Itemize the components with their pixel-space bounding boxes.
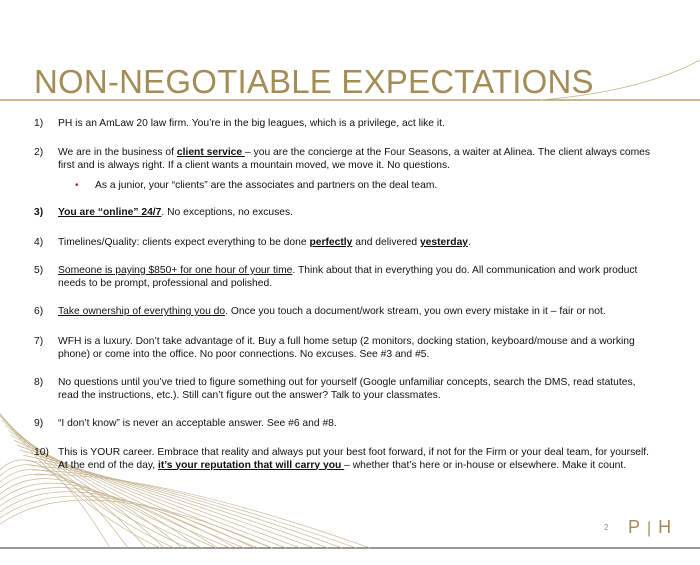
text-run: – whether that’s here or in-house or elsewhere. Make it count. (344, 459, 627, 471)
item-number: 5) (34, 265, 44, 276)
item-text (58, 207, 658, 220)
text-run: . Think about that in everything you do. All communication and work product needs to be prompt, professional and polished. (58, 265, 638, 289)
item-text (58, 447, 658, 472)
text-run: “I don’t know” is never an acceptable answer. See #6 and #8. (58, 418, 337, 429)
item-text (58, 265, 658, 290)
text-run: . Once you touch a document/work stream, you own every mistake in it – fair or not. (225, 306, 606, 317)
item-text (58, 147, 658, 172)
item-text (95, 180, 655, 193)
text-run: . (468, 237, 471, 248)
item-text (58, 336, 658, 361)
swoosh-line (35, 475, 370, 548)
item-number: 6) (34, 306, 44, 317)
text-run: No questions until you’ve tried to figure something out for yourself (Google unfamiliar concepts, search the DMS, read statutes, read the instructions, etc.). Still can’t figure out the answer? Talk to your classmates. (58, 377, 636, 401)
text-run: – you are the concierge at the Four Seasons, a waiter at Alinea. The client always comes first and is always right. If a client wants a mountain moved, we move it. No questions. (58, 147, 651, 171)
emphasis-text: client service (176, 147, 245, 158)
emphasis-text: perfectly (309, 237, 353, 248)
item-text (58, 237, 658, 250)
text-run: . No exceptions, no excuses. (161, 207, 294, 218)
swoosh-line (0, 460, 110, 548)
swoosh-line (0, 474, 164, 548)
item-text (58, 306, 658, 319)
underlined-text: Someone is paying $850+ for one hour of your time (58, 265, 293, 276)
swoosh-line (5, 425, 230, 548)
logo-separator: | (647, 520, 653, 537)
item-text (58, 118, 658, 131)
swoosh-line (0, 465, 128, 548)
swoosh-line (0, 500, 272, 548)
bullet-icon: • (75, 180, 79, 191)
swoosh-line (29, 465, 342, 548)
underlined-text: Take ownership of everything you do (58, 306, 226, 317)
text-run: and delivered (352, 237, 420, 248)
swoosh-line (0, 492, 236, 548)
item-number: 10) (34, 447, 49, 458)
swoosh-line (0, 479, 182, 548)
emphasis-text: yesterday (419, 237, 469, 248)
item-number: 7) (34, 336, 44, 347)
swoosh-line (0, 415, 202, 548)
text-run: WFH is a luxury. Don’t take advantage of it. Buy a full home setup (2 monitors, docking station, keyboard/mouse and a working phone) or come into the office. No poor connections. No excuses. See #3 and #5. (58, 336, 635, 360)
item-text (58, 377, 658, 402)
text-run: We are in the business of (58, 147, 177, 158)
swoosh-line (0, 469, 146, 548)
logo-letter-h: H (658, 517, 673, 537)
swoosh-line (32, 470, 356, 548)
swoosh-line (0, 496, 254, 548)
emphasis-text: it’s your reputation that will carry you (158, 459, 345, 471)
page-number: 2 (604, 523, 609, 532)
swoosh-line (26, 460, 328, 548)
item-number: 3) (34, 207, 44, 218)
item-number: 9) (34, 418, 44, 429)
text-run: Timelines/Quality: clients expect everything to be done (58, 237, 310, 248)
text-run: As a junior, your “clients” are the associates and partners on the deal team. (95, 180, 438, 191)
text-run: PH is an AmLaw 20 law firm. You’re in the big leagues, which is a privilege, act like it. (58, 118, 445, 129)
text-run: This is YOUR career. Embrace that reality and always put your best foot forward, if not for the Firm or your deal team, for yourself. At the end of the day, (58, 447, 649, 471)
swoosh-line (0, 483, 200, 548)
item-number: 4) (34, 237, 44, 248)
logo-letter-p: P (628, 517, 642, 537)
swoosh-line (0, 410, 188, 548)
emphasis-text: You are “online” 24/7 (58, 207, 162, 218)
swoosh-line (0, 487, 218, 548)
page-title: NON-NEGOTIABLE EXPECTATIONS (34, 63, 594, 100)
item-number: 1) (34, 118, 44, 129)
firm-logo (628, 517, 672, 538)
item-text (58, 418, 658, 431)
swoosh-line (2, 420, 216, 548)
item-number: 8) (34, 377, 44, 388)
item-number: 2) (34, 147, 44, 158)
